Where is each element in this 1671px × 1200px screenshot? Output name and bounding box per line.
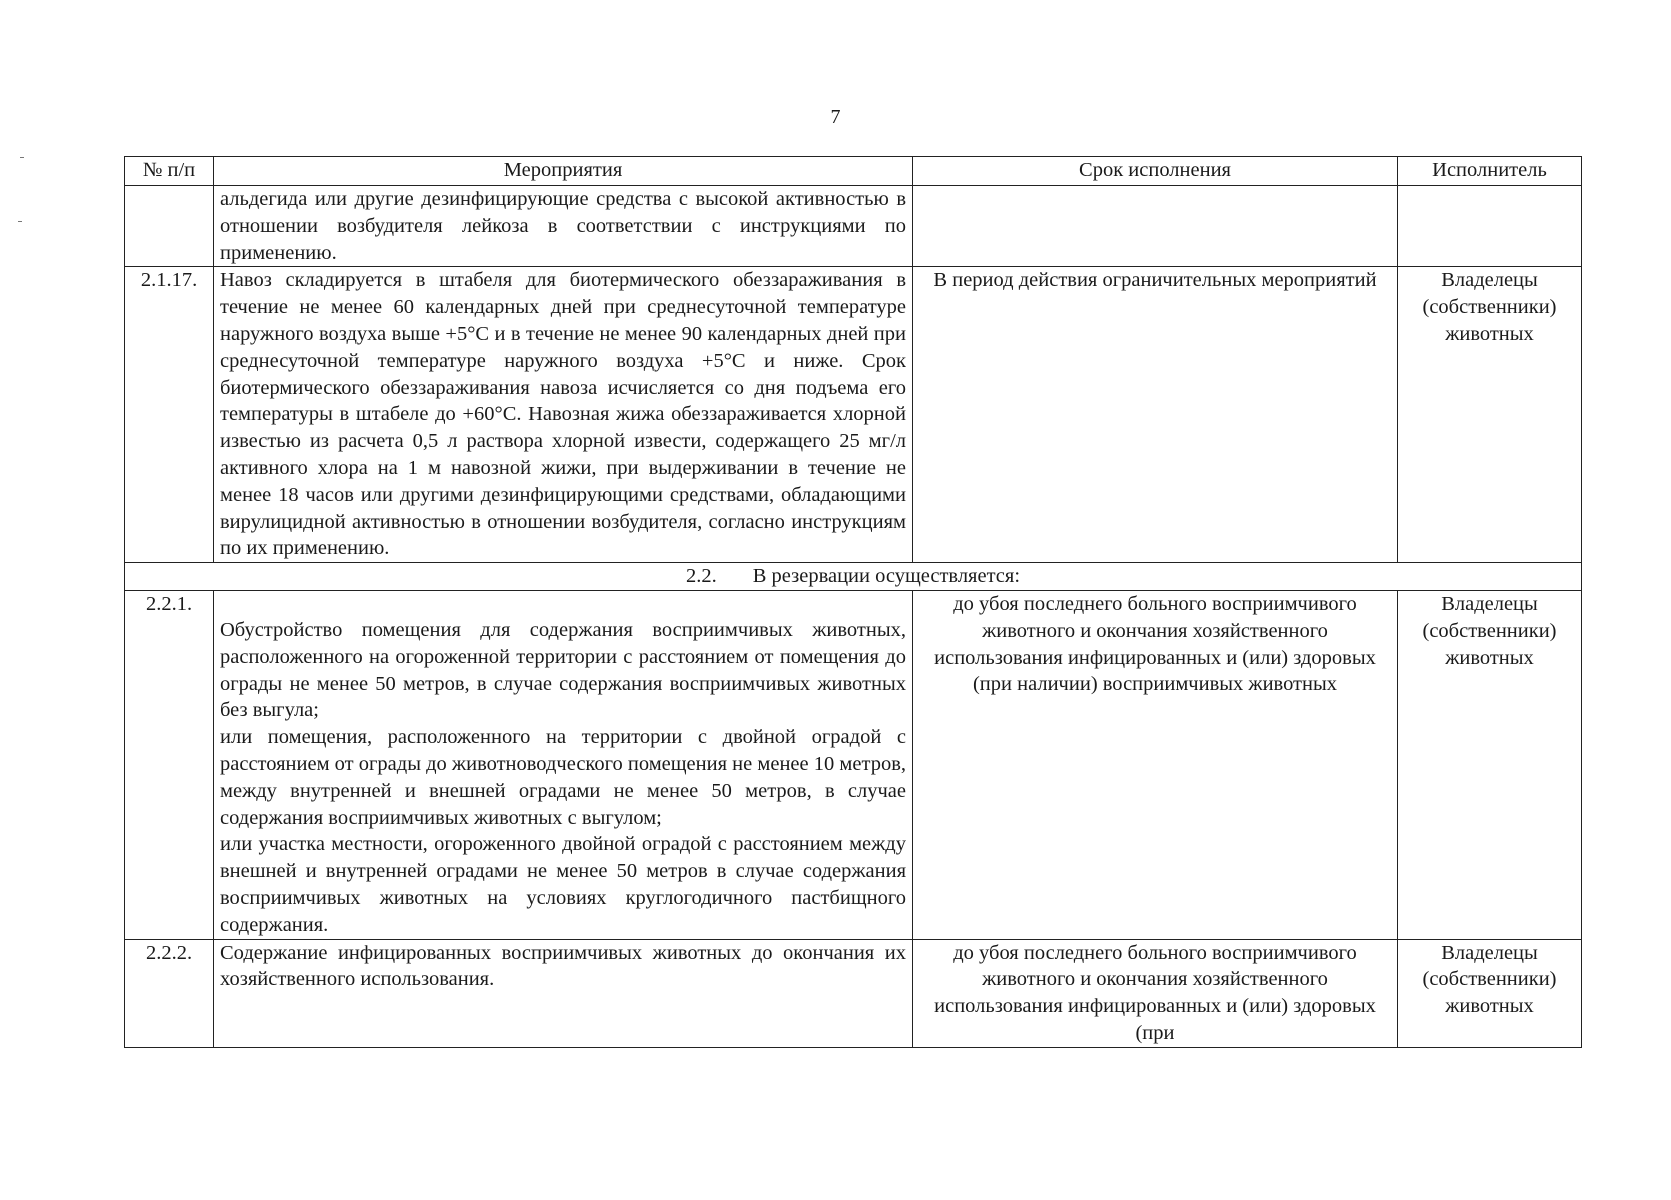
row-executor: Владелецы (собственники) животных bbox=[1398, 939, 1582, 1047]
event-paragraph: Навоз складируется в штабеля для биотермического обеззараживания в течение не менее 60 календарных дней при среднесуточной температуре наружного воздуха выше +5°С и в течение не менее 90 календарных дней при среднесуточной температуре наружного воздуха +5°С и ниже. Срок биотермического обеззараживания навоза исчисляется со дня подъема его температуры в штабеле до +60°С. Навозная жижа обеззараживается хлорной известью из расчета 0,5 л раствора хлорной извести, содержащего 25 мг/л активного хлора на 1 м навозной жижи, при выдерживании в течение не менее 18 часов или другими дезинфицирующими средствами, обладающими вирулицидной активностью в отношении возбудителя, согласно инструкциям по их применению. bbox=[220, 269, 906, 560]
table-row bbox=[125, 590, 1582, 939]
row-event bbox=[214, 186, 913, 267]
page-number: 7 bbox=[830, 106, 841, 128]
row-term bbox=[913, 186, 1398, 267]
measures-table bbox=[124, 156, 1582, 1048]
table-row bbox=[125, 267, 1582, 563]
table-row bbox=[125, 939, 1582, 1047]
row-event bbox=[214, 939, 913, 1047]
row-num: 2.2.2. bbox=[125, 939, 214, 1047]
section-title: В резервации осуществляется: bbox=[752, 565, 1021, 588]
header-num: № п/п bbox=[125, 157, 214, 186]
event-paragraph: Обустройство помещения для содержания восприимчивых животных, расположенного на огороженной территории с расстоянием от помещения до ограды не менее 50 метров, в случае содержания восприимчивых животных без выгула; bbox=[220, 618, 906, 722]
section-heading bbox=[125, 563, 1582, 591]
row-executor: Владелецы (собственники) животных bbox=[1398, 590, 1582, 939]
event-paragraph: или помещения, расположенного на территории с двойной оградой с расстоянием от ограды до животноводческого помещения не менее 10 метров, между внутренней и внешней оградами не менее 50 метров, в случае содержания восприимчивых животных с выгулом; bbox=[220, 726, 906, 829]
row-executor: Владелецы (собственники) животных bbox=[1398, 267, 1582, 563]
header-term: Срок исполнения bbox=[913, 157, 1398, 186]
table-row bbox=[125, 186, 1582, 267]
row-event bbox=[214, 267, 913, 563]
event-paragraph: альдегида или другие дезинфицирующие средства с высокой активностью в отношении возбудителя лейкоза в соответствии с инструкциями по применению. bbox=[220, 188, 906, 264]
header-executor: Исполнитель bbox=[1398, 157, 1582, 186]
scan-mark bbox=[20, 157, 24, 158]
section-row bbox=[125, 563, 1582, 591]
header-event: Мероприятия bbox=[214, 157, 913, 186]
scan-mark bbox=[18, 221, 22, 222]
section-number: 2.2. bbox=[685, 565, 717, 588]
row-num: 2.2.1. bbox=[125, 590, 214, 939]
row-term: В период действия ограничительных мероприятий bbox=[913, 267, 1398, 563]
event-paragraph: или участка местности, огороженного двойной оградой с расстоянием между внешней и внутренней оградами не менее 50 метров в случае содержания восприимчивых животных на условиях круглогодичного пастбищного содержания. bbox=[220, 833, 906, 936]
row-executor bbox=[1398, 186, 1582, 267]
row-event bbox=[214, 590, 913, 939]
row-num bbox=[125, 186, 214, 267]
row-term: до убоя последнего больного восприимчивого животного и окончания хозяйственного использования инфицированных и (или) здоровых (при bbox=[913, 939, 1398, 1047]
row-num: 2.1.17. bbox=[125, 267, 214, 563]
event-paragraph: Содержание инфицированных восприимчивых животных до окончания их хозяйственного использования. bbox=[220, 941, 906, 991]
table-header-row bbox=[125, 157, 1582, 186]
row-term: до убоя последнего больного восприимчивого животного и окончания хозяйственного использования инфицированных и (или) здоровых (при наличии) восприимчивых животных bbox=[913, 590, 1398, 939]
